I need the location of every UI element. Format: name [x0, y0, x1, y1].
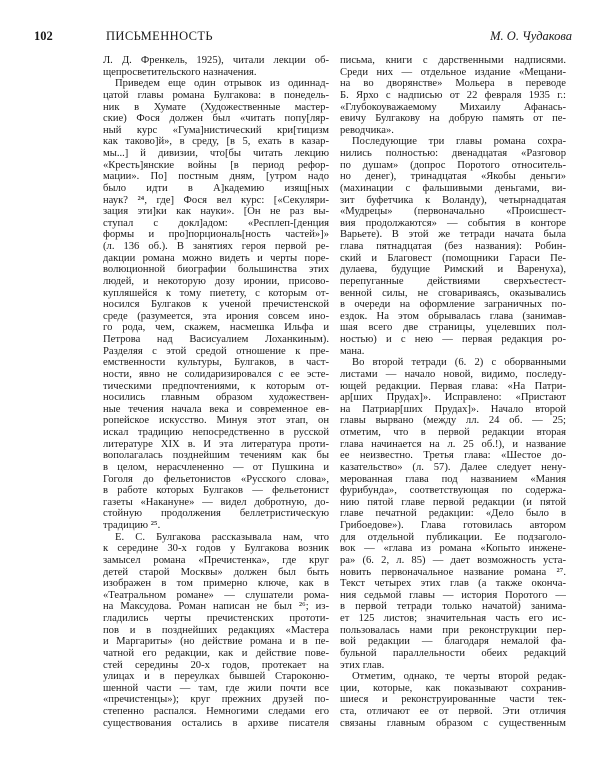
text-line: ра» (6. 2, л. 85) — дает возможность уста- — [340, 554, 566, 566]
text-line: вия продолжаются» — события в конторе — [340, 217, 566, 229]
text-line: было идти в А]кадемию изящ[ных — [103, 182, 329, 194]
text-line: изображен в том примерно ключе, как в — [103, 578, 329, 590]
text-line: стойную продолжения беллетристическую — [103, 508, 329, 520]
paragraph — [340, 136, 566, 357]
text-line: чатной его редакции, как и действие пове- — [103, 647, 329, 659]
text-line: новить первоначальное название романа ²⁷. — [340, 566, 566, 578]
text-line: людей, и некоторую дозу иронии, присово- — [103, 275, 329, 287]
paragraph — [340, 55, 566, 136]
text-line: Последующие три главы романа сохра- — [352, 136, 566, 148]
text-line: вой редакции — благодаря немалой фа- — [340, 636, 566, 648]
text-line: Среди них — отдельное издание «Мещани- — [340, 66, 566, 78]
text-line: замысел романа «Пречистенка», где круг — [103, 554, 329, 566]
text-line: бульной параллельности обеих редакций — [340, 647, 566, 659]
text-line: носился Булгаков к ученой пречистенской — [103, 299, 329, 311]
text-line: «Глубокоуважаемому Михаилу Афанась- — [340, 101, 566, 113]
text-line: среде (разумеется, эта ирония совсем ино- — [103, 310, 329, 322]
text-line: искал традицию непосредственно в русской — [103, 427, 329, 438]
text-line: Текст четырех этих глав (а также оконча- — [340, 578, 566, 590]
text-line: Отметим, однако, те черты второй редак- — [352, 671, 566, 683]
page-number: 102 — [34, 29, 53, 43]
text-line: ступал с докл]адом: «Респлеп-[денция — [103, 217, 329, 229]
text-line: отметим, что в первой редакции вторая — [340, 427, 566, 438]
text-line: (л. 136 об.). В занятиях героя первой ре- — [103, 241, 329, 252]
text-line: ющей редакции. Первая глава: «На Патри- — [340, 380, 566, 392]
left-text-column — [103, 55, 329, 729]
paragraph — [103, 78, 329, 531]
text-line: емственности культуры, Булгаков, в част- — [103, 357, 329, 369]
text-line: ния седьмой главы — история Поротого — — [340, 589, 566, 601]
text-line: Приведем еще один отрывок из одиннад- — [115, 78, 329, 90]
text-line: формы и про]порциональ[ность частей»]» — [103, 229, 329, 241]
text-line: мерованная глава под названием «Мания — [340, 473, 566, 485]
text-line: Грибоедове»). Глава готовилась автором — [340, 520, 566, 531]
text-line: на во дворянстве» Мольера в переводе — [340, 78, 566, 90]
text-line: мации». По] постным дням, [утром надо — [103, 171, 329, 183]
section-title: ПИСЬМЕННОСТЬ — [106, 29, 214, 43]
text-line: мы...] й дивизии, что[бы читать лекцию — [103, 148, 329, 159]
text-line: ездок. На этом обрывалась глава (занимав- — [340, 310, 566, 322]
text-line: гладились черты пречистенских прототи- — [103, 613, 329, 624]
text-line: связаны главным образом с существенным — [340, 717, 566, 729]
text-line: казательство» (л. 57). Далее следует нену- — [340, 461, 566, 473]
text-line: ский и Благовест (помощники Гараси Пе- — [340, 252, 566, 264]
text-line: пов и в позднейших редакциях «Мастера — [103, 624, 329, 636]
text-line: ее неизвестно. Третья глава: «Шестое до- — [340, 450, 566, 462]
text-line: Л. Д. Френкель, 1925), читали лекции об- — [103, 55, 329, 66]
text-line: дулаева, будущие Римский и Варенуха), — [340, 264, 566, 276]
text-line: традицию ²⁵. — [103, 520, 161, 531]
text-line: главе печатной редакции: «Дело было в — [340, 508, 566, 520]
text-line: в целом, нерасчлененно — от Пушкина и — [103, 461, 329, 473]
text-line: шиеся и реконструированные части тек- — [340, 694, 566, 706]
text-line: глава пятнадцатая (без названия): Робин- — [340, 241, 566, 252]
text-line: степенно распался. Немногими следами его — [103, 706, 329, 717]
text-line: Гоголя до фельетонистов «Русского слова», — [103, 473, 329, 485]
text-line: нию пятой главе первой редакции (и пятой — [340, 496, 566, 508]
text-line: зация эти]ки как науки». [Он не раз вы- — [103, 206, 329, 218]
text-line: ские) Фося должен был «читать попу[ляр- — [103, 113, 329, 125]
text-line: глава начинается на л. 25 об.!), и название — [340, 438, 566, 450]
text-line: ные течения начала века и современное ев- — [103, 403, 329, 415]
text-line: «Театральном романе» — слушатели рома- — [103, 589, 329, 601]
text-line: Разделяя с этой средой отношение к пре- — [103, 345, 329, 357]
text-line: литературе XIX в. И эта литература проти- — [103, 438, 329, 450]
text-line: зит буфетчика к Воланду), четырнадцатая — [340, 194, 566, 206]
text-line: цатой главы романа Булгакова: в понедель- — [103, 89, 329, 101]
text-line: «Мудрецы» (первоначально «Происшест- — [340, 206, 566, 218]
text-line: ник в Хумате (Художественные мастер- — [103, 101, 329, 113]
text-line: реводчика». — [340, 124, 394, 136]
text-line: нились полностью: двенадцатая «Разговор — [340, 148, 566, 159]
text-line: на Максудова. Роман написан не был ²⁶; из- — [103, 601, 329, 613]
text-line: ный курс «Гума]нистический кри[тицизм — [103, 124, 329, 136]
text-line: го рода, чем, скажем, насмешка Ильфа и — [103, 322, 329, 334]
text-line: ста, отличают ее от первой. Эти отличия — [340, 706, 566, 717]
text-line: но денег), тринадцатая «Якобы деньги» — [340, 171, 566, 183]
text-line: вок — «глава из романа «Копыто инжене- — [340, 543, 566, 555]
text-line: к середине 30-х годов у Булгакова возник — [103, 543, 329, 555]
text-line: дакции романа можно видеть и черты поре- — [103, 252, 329, 264]
text-line: и Маргариты» (но действие романа и в пе- — [103, 636, 329, 648]
text-line: шая всего две страницы, уцелевших пол- — [340, 322, 566, 334]
text-line: главы вырвано (между лл. 24 об. — 25; — [340, 415, 566, 427]
text-line: евичу Булгакову на добрую память от пе- — [340, 113, 566, 125]
text-line: ет 125 листов; значительная часть его ис- — [340, 613, 566, 624]
text-line: листами — начало новой, видимо, последу- — [340, 368, 566, 380]
text-line: улицах и в переулках бывшей Староконю- — [103, 671, 329, 683]
author-name: М. О. Чудакова — [490, 29, 572, 43]
text-line: шенной части — там, где жили почти все — [103, 682, 329, 694]
text-line: в работе которых Булгаков — фельетонист — [103, 485, 329, 497]
text-line: на Патриар[ших Прудах]». Начало второй — [340, 403, 566, 415]
text-line: (махинации с фальшивыми деньгами, ви- — [340, 182, 566, 194]
text-line: «Кресть]янские войны [в период рефор- — [103, 159, 329, 171]
text-line: венной силы, не сговариваясь, оказывались — [340, 287, 566, 299]
text-line: носились главным образом художествен- — [103, 392, 329, 404]
text-line: в очереди на оформление заграничных по- — [340, 299, 566, 311]
text-line: волюционной биографии большинства этих — [103, 264, 329, 276]
text-line: письма, книги с дарственными надписями. — [340, 55, 566, 66]
text-line: ции, которые, как показывают сохранив- — [340, 682, 566, 694]
text-line: газеты «Накануне» — видел добротную, до- — [103, 496, 329, 508]
text-line: детей старой Москвы» должен был быть — [103, 566, 329, 578]
text-line: как таково]й», в среду, [в 5, ехать в казар- — [103, 136, 329, 148]
text-line: пользовалась нами при реконструкции пер- — [340, 624, 566, 636]
text-line: вополагалась позднейшим течениям как бы — [103, 450, 329, 462]
text-line: по душам» (допрос Поротого относитель- — [340, 159, 566, 171]
text-line: для отдельной публикации. Ее подзаголо- — [340, 531, 566, 543]
text-line: стей середины 20-х годов, протекает на — [103, 659, 329, 671]
text-line: мана. — [340, 345, 365, 357]
text-line: ностью) и с нею — первая редакция ро- — [340, 334, 566, 345]
text-line: ности, явно не солидаризировался с ее эсте- — [103, 368, 329, 380]
text-line: наук? ²⁴, где] Фося вел курс: [«Секуляри- — [103, 194, 329, 206]
text-line: существования остались в архиве писателя — [103, 717, 329, 729]
text-line: фурибунда», соответствующая по содержа- — [340, 485, 566, 497]
text-line: купляшейся к тому пиетету, с которым от- — [103, 287, 329, 299]
text-line: Во второй тетради (6. 2) с оборванными — [352, 357, 566, 369]
right-text-column — [340, 55, 566, 729]
text-line: Варьете). В этой же тетради начата была — [340, 229, 566, 241]
paragraph — [103, 532, 329, 730]
text-line: ар[ших Прудах]». Исправлено: «Пристают — [340, 392, 566, 404]
text-line: перепуганные действиями сверхъестест- — [340, 275, 566, 287]
text-line: Е. С. Булгакова рассказывала нам, что — [115, 531, 329, 543]
text-line: «пречистенцы»); круг прежних друзей по- — [103, 694, 329, 706]
paragraph — [340, 357, 566, 671]
text-line: Б. Ярхо с надписью от 22 февраля 1935 г.: — [340, 89, 566, 101]
paragraph — [103, 55, 329, 78]
paragraph — [340, 671, 566, 729]
text-line: Петрова над Васисуалием Лоханкиным). — [103, 334, 329, 345]
text-line: в первой тетради только начатой) занима- — [340, 601, 566, 613]
text-line: этих глав. — [340, 659, 385, 671]
text-line: щепросветительского назначения. — [103, 66, 257, 78]
text-line: ропейское искусство. Минуя этот этап, он — [103, 415, 329, 427]
text-line: тическими предпочтениями, к которым от- — [103, 380, 329, 392]
